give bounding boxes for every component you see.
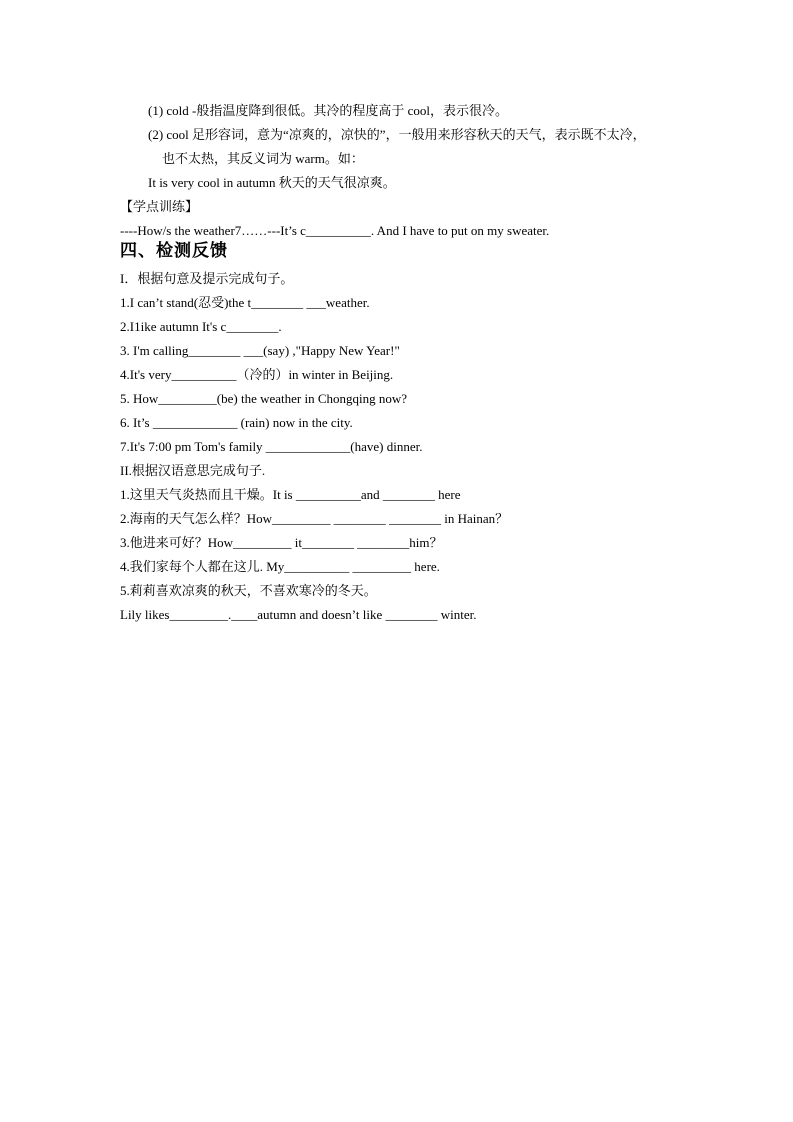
practice-title: 【学点训练】 [120, 199, 199, 214]
part2-item: 1.这里天气炎热而且干燥。It is __________and ________ here [120, 487, 461, 502]
note-line-1: (1) cold -般指温度降到很低。其冷的程度高于 cool，表示很冷。 [148, 103, 509, 118]
part1-item: 1.I can’t stand(忍受)the t________ ___weather. [120, 295, 370, 310]
note-line-2: (2) cool 足形容词，意为“凉爽的，凉快的”，一般用来形容秋天的天气，表示既不太冷， [148, 127, 646, 142]
practice-dialogue: ----How/s the weather7……---It’s c__________. And I have to put on my sweater. [120, 223, 550, 238]
part2-item: 2.海南的天气怎么样？How_________ ________ ________ in Hainan？ [120, 511, 509, 526]
part1-title: I．根据句意及提示完成句子。 [120, 271, 294, 286]
part2-item: 4.我们家每个人都在这儿. My__________ _________ here. [120, 559, 440, 574]
part1-item: 6. It’s _____________ (rain) now in the city. [120, 415, 353, 430]
example-sentence: It is very cool in autumn 秋天的天气很凉爽。 [148, 175, 396, 190]
part1-item: 7.It's 7:00 pm Tom's family _____________(have) dinner. [120, 439, 423, 454]
section-heading: 四、检测反馈 [120, 241, 228, 261]
part1-item: 5. How_________(be) the weather in Chongqing now? [120, 391, 408, 406]
part1-item: 2.I1ike autumn It's c________. [120, 319, 282, 334]
part1-item: 4.It's very__________（冷的）in winter in Beijing. [120, 367, 394, 382]
note-line-2-continued: 也不太热，其反义词为 warm。如： [162, 151, 364, 166]
part2-title: II.根据汉语意思完成句子. [120, 463, 266, 478]
part1-item: 3. I'm calling________ ___(say) ,"Happy New Year!" [120, 343, 400, 358]
part2-item: 5.莉莉喜欢凉爽的秋天，不喜欢寒冷的冬天。 [120, 583, 377, 598]
part2-item: 3.他进来可好？How_________ it________ ________him？ [120, 535, 443, 550]
part2-item: Lily likes_________.____autumn and doesn’t like ________ winter. [120, 607, 477, 622]
